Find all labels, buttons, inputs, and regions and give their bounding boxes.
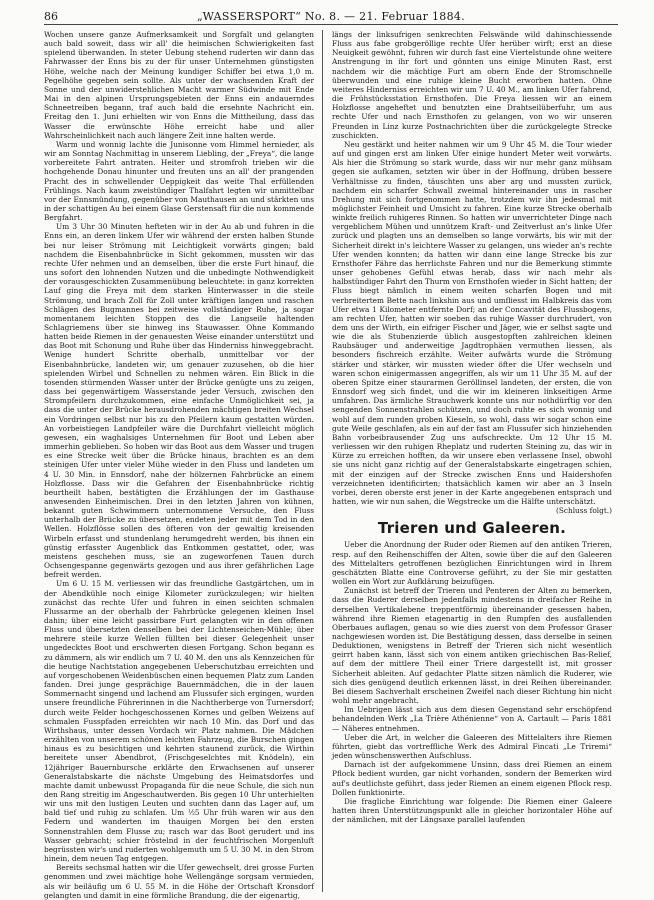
right-paragraph: Neu gestärkt und heiter nahmen wir um 9 Uhr 45 M. die Tour wieder auf und gingen erst am linken Ufer einige hundert Meter weit vorwärts. Als hier die Strömung so stark wurde, dass wir nur mehr ganz mühsam gegen sie aufkamen, setzten wir über in der Hoffnung, drüben bessere Verhältnisse zu finden, täuschten uns aber arg und mussten zurück, nachdem ein scharfer Schwall zweimal hintereinander uns in rascher Drehung mit sich fortgenommen hatte, trotzdem wir ihn jedesmal mit möglichster Feinheit und Umsicht zu fahren. Eine kurze Strecke oberhalb winkte freilich ruhigeres Rinnen. So hatten wir unverrichteter Dinge nach vergeblichem Mühen und unnützem Kraft- und Zeitverlust an's linke Ufer zurück und plagten uns an demselben so lange vorwärts, bis wir mit der Sicherheit direkt in's leichtere Wasser zu gelangen, uns wieder an's rechte Ufer wenden konnten; da hatten wir dann eine lange Strecke bis zur Ernsthofer Fähre das herrlichste Fahren und nur die Bemerkung stimmte unser gehobenes Gefühl etwas herab, dass wir nach mehr als halbstündiger Fahrt den Thurm von Ernsthofen wieder in Sicht hatten; der Fluss biegt nämlich in einem weiten scharfen Bogen und mit verbreitertem Bette nach linkshin aus und umfliesst im Halbkreis das vom Ufer etwa 1 Kilometer entfernte Dorf; an der Concavität des Flussbogens, am rechten Ufer, hatten wir soeben das ruhige Wasser durchrudert, von dem uns der Wirth, ein eifriger Fischer und Jäger, wie er selbst sagte und wie die als Stubenzierde üblich ausgestopften zahlreichen kleinen Raubsäuger und anderweitige Jagdtrophäen vermuthen liessen, als besonders fischreich erzählte. Weiter aufwärts wurde die Strömung stärker und stärker, wir mussten wieder öfter die Ufer wechseln und waren schon einigermassen angegriffen, als wir um 11 Uhr 35 M. auf der oberen Spitze einer staurarmen Geröllinsel landeten, der ersten, die von Ennsdorf weg sich findet, und die wir im kleineren linkseitigen Arme umfahren. Das ärmliche Strauchwerk konnte uns nur nothdürftig vor den sengenden Sonnenstrahlen schützen, und doch ruhte es sich wonnig und wohl auf dem runden groben Kieseln, so wohl, dass wir sogar schon eine gute Weile geschlafen, als ein auf der fast am Flussufer sich hinziehenden Bahn vorbeibrausender Zug uns aufschreckte. Um 12 Uhr 15 M. verliessen wir den ruhigen Rheplatz und ruderten Steining zu, das wir in Kürze zu erreichen hofften, da wir unsere eben verlassene Insel, obwohl sie uns nicht ganz richtig auf der Generalstabskarte eingetragen schien, mit der einzigen auf der Strecke zwischen Enns und Haidershofen verzeichneten identificirten; thatsächlich kamen wir aber an 3 Inseln vorbei, deren oberste erst jener in der Karte angegebenen entsprach und hatten, wie wir nun sahen, die Wegstrecke um die Hälfte unterschätzt. — [332, 139, 612, 506]
page-header — [44, 8, 618, 26]
article-paragraph: Ueber die Art, in welcher die Galeeren des Mittelalters ihre Riemen führten, giebt das vortreffliche Werk des Admiral Fincati „Le Triremi“ jeden wünschenswerthen Aufschluss. — [332, 732, 612, 761]
article-paragraph: Im Uebrigen lässt sich aus dem diesen Gegenstand sehr erschöpfend behandelnden Werk „La Trière Athénienne“ von A. Cartault — Paris 1881 — Näheres entnehmen. — [332, 705, 612, 733]
left-paragraph: Warm und wonnig lachte die Junisonne vom Himmel hernieder, als wir am Sonntag Nachmittag in unserem Liebling, der „Freya“, die lange vorbereitete Fahrt antraten. Heiter und stromfroh trieben wir die hochgehende Donau hinunter und freuten uns an all' der prangenden Pracht des in schwellender Ueppigkeit das weite Thal erfüllenden Frühlings. Nach kaum zweistündiger Thalfahrt legten wir unmittelbar vor der Ennsmündung, gegenüber von Mauthausen an und stärkten uns in der schattigen Au bei einem Glase Gerstensaft für die nun kommende Bergfahrt. — [44, 139, 315, 223]
left-paragraph: Um 3 Uhr 30 Minuten hefteten wir in der Au ab und fuhren in die Enns ein, an deren linkem Ufer wir während der ersten halben Stunde bei nur leiser Strömung mit Leichtigkeit vorwärts gingen; bald nachdem die Eisenbahnbrücke in Sicht gekommen, mussten wir das rechte Ufer nehmen und an demselben, über die erste Furt hinauf, die uns sofort den lohnenden Nutzen und die unbedingte Nothwendigkeit der vorausgeschickten Zusammenübung beleuchtete: in ganz korrekten Lauf ging die Freya mit dem starken Hinterwasser in die steile Strömung, und brach Zoll für Zoll unter kräftigen langen und raschen Schlägen des Bugmannes bei zeitweise vollständiger Ruhe, ja sogar momentanem leichten Stoppen des die Langseile haltenden Schlagriemens über sie hinweg ins Stauwasser. Ohne Kommando hatten beide Riemen in der genauesten Weise einander unterstützt und das Boot mit Schonung und Ruhe über das Hinderniss hinweggebracht. Wenige hundert Schritte oberhalb, unmittelbar vor der Eisenbahnbrücke, landeten wir, um genauer zuzusehen, ob die hier spielenden Wirbel und Schnellen zu nehmen wären. Ein Blick in die tosenden stürmenden Wasser unter der Brücke genügte uns zu zeigen, dass bei gegenwärtigem Wasserstande jeder Versuch, zwischen den Strompfeilern durchzukommen, eine einfache Unmöglichkeit sei, ja dass die unter der Brücke herausdrohenden mächtigen breiten Wechsel ein Vordringen selbst nur bis zu den Pfeilern kaum gestatten würden. An vorbeistiegen Landpfeiler wäre die Durchfahrt vielleicht möglich gewesen, ein waghalsiges Unternehmen für Boot und Leben aber immerhin geblieben. So hoben wir das Boot aus dem Wasser und trugen es eine Strecke weit über die Brücke hinaus, brachten es an dem steinigen Ufer unter vieler Mühe wieder in den Fluss und landeten um 4 U. 30 Min. in Ennsdorf, nahe der hölzernen Fahrbrücke an einem Holzflosse. Dass wir die Gefahren der Eisenbahnbrücke richtig beurtheilt haben, bestätigten die Erzählungen der im Gasthause anwesenden Einheimischen. Drei in den letzten Jahren von kühnen, bekannt guten Schwimmern unternommene Versuche, den Fluss unterhalb der Brücke zu übersetzen, endeten jeder mit dem Tod in den Wellen. Holzflösse sollen des öfteren von der gewaltig kreisenden Wirbeln erfasst und stundenlang herumgedreht werden, bis ihnen ein günstig erfasster Augenblick das Entkommen gestattet, oder, was meistens geschehen muss, sie an zugeworfenen Tauen durch Ochsengespanne gegenwärts gezogen und aus ihrer gefährlichen Lage befreit werden. — [44, 222, 314, 580]
article-paragraph: Die fragliche Einrichtung war folgende: Die Riemen einer Galeere hatten ihren Unterstützungspunkt alle in gleicher horizontaler Höhe auf der nämlichen, mit der Längsaxe parallel laufenden — [332, 796, 612, 825]
page-number: 86 — [44, 10, 58, 23]
left-paragraph: Wochen unsere ganze Aufmerksamkeit und Sorgfalt und gelangten auch bald soweit, dass wir all' die heimischen Schwierigkeiten fast spielend überwanden. In steter Uebung stehend ruderten wir dann das Fahrwasser der Enns bis zu der für unser Unternehmen günstigsten Höhe, welche nach der Meinung kundiger Schiffer bei etwa 1,0 m. Pegelhöhe gegeben sein sollte. Als unter der wachsenden Kraft der Sonne und der unwiderstehlichen Macht warmer Südwinde mit Ende Mai in den alpinen Ursprungsgebieten der Enns ein andauerndes Schneetreiben begann, traf auch bald die ersehnte Nachricht ein. Freitag den 1. Juni erhielten wir von Enns die Mittheilung, dass das Wasser die erwünschte Höhe erreicht habe und aller Wahrscheinlichkeit nach auch längere Zeit inne halten werde. — [44, 30, 314, 140]
article-paragraph: Zunächst ist betreff der Trieren und Penteren der Alten zu bemerken, dass die Ruderer derselben jedenfalls mindestens in dreifacher Reihe in derselben Vertikalebene treppentförmig übereinander gesessen haben, während ihre Riemen etagenartig in den Rumpfen des ausfallenden Oberbaues auflagen, genau so wie dies zuerst von dem Professor Graser nachgewiesen worden ist. Die Bestätigung dessen, dass derselbe in seinen Deduktionen, wenigstens in Betreff der Trieren sich nicht wesentlich geirrt haben kann, lässt sich von einem antiken griechischen Bas-Relief, auf dem der mittlere Theil einer Triere dargestellt ist, mit grosser Sicherheit ableiten. Auf gedachter Platte sitzen nämlich die Ruderer, wie sich dies genügend deutlich erkennen lässt, in drei Reihen übereinander. Bei diesem Sachverhalt erscheinen Zweifel nach dieser Richtung hin nicht wohl mehr angebracht. — [332, 586, 612, 706]
left-paragraph: Um 6 U. 15 M. verliessen wir das freundliche Gastgärtchen, um in der Abendkühle noch einige Kilometer zurückzulegen; wir hielten zunächst das rechte Ufer und fuhren in einen seichten schmalen Flussarme an der oberhalb der Fahrbrücke gelegenen kleinen Insel dahin; über eine leicht passirbare Furt gelangten wir in den offenen Fluss und übersetzten denselben bei der Lichtenseichen-Mühle; über mehrere steile kurze Wellen füllten bei dieser Gelegenheit unser ungedecktes Boot und erschwerten diesen Fortgang. Schon begann es zu dämmern, als wir endlich um 7 U. 40 M. den uns als Kennzeichen für die heutige Nachtstation angegebenen Ueberschutzbau erreichten und auf vorgeschobenen Weidenbüschen einen bequemen Platz zum Landen fanden. Drei junge gesprächige Bauernmädchen, die in der lauen Sommernacht singend und lachend am Flussufer sich ergingen, wurden unsere freundliche Führerinnen in die Nachtherberge von Turnersdorf; durch weite Felder hochgeschossenen Kornes und gelben Weizens auf schmalen Fusspfaden erreichten wir nach 10 Min. das Dorf und das Wirthshaus, unter dessen Vordach wir Platz nahmen. Die Mädchen erzählten von unserem schönen leichten Fahrzeug, die Burschen gingen hinaus es zu besichtigen und kehrten staunend zurück, die Wirthin bereitete unser Abendbrot, (Frischgeselchtes mit Knödeln), ein 12jähriger Bauernbursche erklärte den Erwachsenen auf unserer Generalstabskarte die nächste Umgebung des Heimatsdorfes und machte damit unbewusst Propaganda für die neue Schule, die sich nun den Rang streitig im Angeschautwerden. Bis gegen 10 Uhr unterhielten wir uns mit den lustigen Leuten und suchten dann das Lager auf, um bald tief und ruhig zu schlafen. Um ½5 Uhr früh waren wir aus den Federn und wanderten im thauigen Morgen bei den ersten Sonnenstrahlen dem Flusse zu; rasch war das Boot gerudert und ins Wasser gebracht; schier fröstelnd in der feuchtfrischen Morgenluft begrüssten wir's und ruderten wohlgemuth um 5 U. 30 M. in den Strom hinein, dem neuen Tag entgegen. — [44, 579, 314, 864]
article-paragraph: Darnach ist der aufgekommene Unsinn, dass drei Riemen an einem Pflock bedient wurden, gar nicht vorhanden, sondern der Bemerken wird auf's deutlichste geführt, dass jeder Riemen an einem eigenen Pflock resp. Dollen funktionirte. — [332, 760, 612, 797]
column-rule — [322, 30, 323, 892]
right-column — [332, 30, 612, 894]
left-column — [44, 30, 315, 900]
signoff: (Schluss folgt.) — [555, 506, 612, 516]
right-paragraph: längs der linksufrigen senkrechten Felswände wild dahinschiessende Fluss aus fabe grobgeröllige rechte Ufer herüber wirft; erst an diese Neuigkeit gewöhnt, fuhren wir durch fast eine Viertelstunde ohne weitere Anstrengung in ihr fort und gönnten uns einige Minuten Rast, erst nachdem wir die mächtige Furt am obern Ende der Stromschnelle überwunden und eine ruhige kleine Bucht erworben hatten. Ohne weiteres Hinderniss erreichten wir um 7 U. 40 M., am linken Ufer fahrend, die Frühstücksstation Ernsthofen. Die Freya liessen wir an einem Holzflosse angeheftet und benutzten eine Drahtseilüberfuhr, um aus rechte Ufer und nach Ernsthofen zu gelangen, von wo wir unseren Freunden in Linz kurze Postnachrichten über die zurückgelegte Strecke zuschickten. — [332, 30, 612, 140]
header-rule — [44, 24, 618, 25]
left-paragraph: Bereits sechsmal hatten wir die Ufer gewechselt, drei grosse Furten genommen und zwei mächtige hohe Wellengänge sorgsam vermieden, als wir beiläufig um 6 U. 55 M. in die Höhe der Ortschaft Kronsdorf gelangten und damit in eine förmliche Brandung, die der eigenartig, — [44, 863, 314, 900]
article-paragraph: Ueber die Anordnung der Ruder oder Riemen auf den antiken Trieren, resp. auf den Reihenschiffen der Alten, sowie über die auf den Galeeren des Mittelalters getroffenen bezüglichen Einrichtungen wird in Ihrem geschätzten Blatte eine Controverse geführt, zu der Sie mir gestatten wollen ein Wort zur Aufklärung beizufügen. — [332, 540, 612, 587]
running-head: „WASSERSPORT“ No. 8. — 21. Februar 1884. — [197, 10, 465, 23]
article-title: Trieren und Galeeren. — [377, 519, 567, 538]
